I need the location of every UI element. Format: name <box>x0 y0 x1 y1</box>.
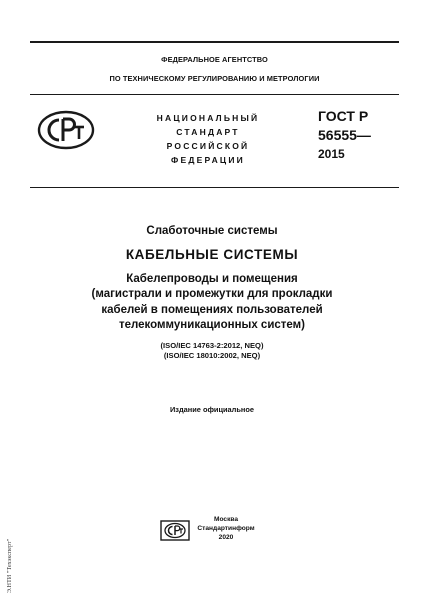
standartinform-logo-icon <box>160 520 190 541</box>
iso-reference-1: (ISO/IEC 14763-2:2012, NEQ) <box>160 341 264 350</box>
description-line-1: Кабелепроводы и помещения <box>126 273 298 285</box>
header-divider <box>30 94 399 95</box>
publisher-name: Стандартинформ <box>197 525 255 533</box>
publisher-info <box>196 515 256 543</box>
gost-number <box>318 107 371 164</box>
agency-name-line2: ПО ТЕХНИЧЕСКОМУ РЕГУЛИРОВАНИЮ И МЕТРОЛОГИИ <box>109 74 320 83</box>
description-line-3: кабелей в помещениях пользователей <box>101 303 323 316</box>
publisher-year: 2020 <box>218 534 234 542</box>
national-line-1: НАЦИОНАЛЬНЫЙ <box>156 113 260 123</box>
description-line-2: (магистрали и промежутки для прокладки <box>91 288 333 301</box>
document-title: КАБЕЛЬНЫЕ СИСТЕМЫ <box>125 247 299 262</box>
national-line-3: РОССИЙСКОЙ <box>166 141 250 151</box>
document-description <box>40 272 384 334</box>
national-line-2: СТАНДАРТ <box>176 127 240 137</box>
top-divider <box>30 41 399 43</box>
description-line-4: телекоммуникационных систем) <box>118 319 306 332</box>
iso-references <box>40 341 384 362</box>
gost-number-line1: ГОСТ Р <box>318 108 369 124</box>
publisher-city: Москва <box>213 516 239 523</box>
national-line-4: ФЕДЕРАЦИИ <box>171 155 245 165</box>
side-watermark-stamp: Э.НТИ "Техэксперт" <box>7 538 13 593</box>
gost-number-year: 2015 <box>318 147 345 161</box>
edition-label: Издание официальное <box>169 405 254 414</box>
gost-r-mark-icon <box>36 109 96 151</box>
gost-number-line2: 56555— <box>318 127 371 143</box>
national-standard-label <box>148 111 268 167</box>
document-subject: Слаботочные системы <box>146 225 278 237</box>
title-divider <box>30 187 399 188</box>
iso-reference-2: (ISO/IEC 18010:2002, NEQ) <box>163 351 261 361</box>
agency-name-line1: ФЕДЕРАЛЬНОЕ АГЕНТСТВО <box>161 55 268 64</box>
